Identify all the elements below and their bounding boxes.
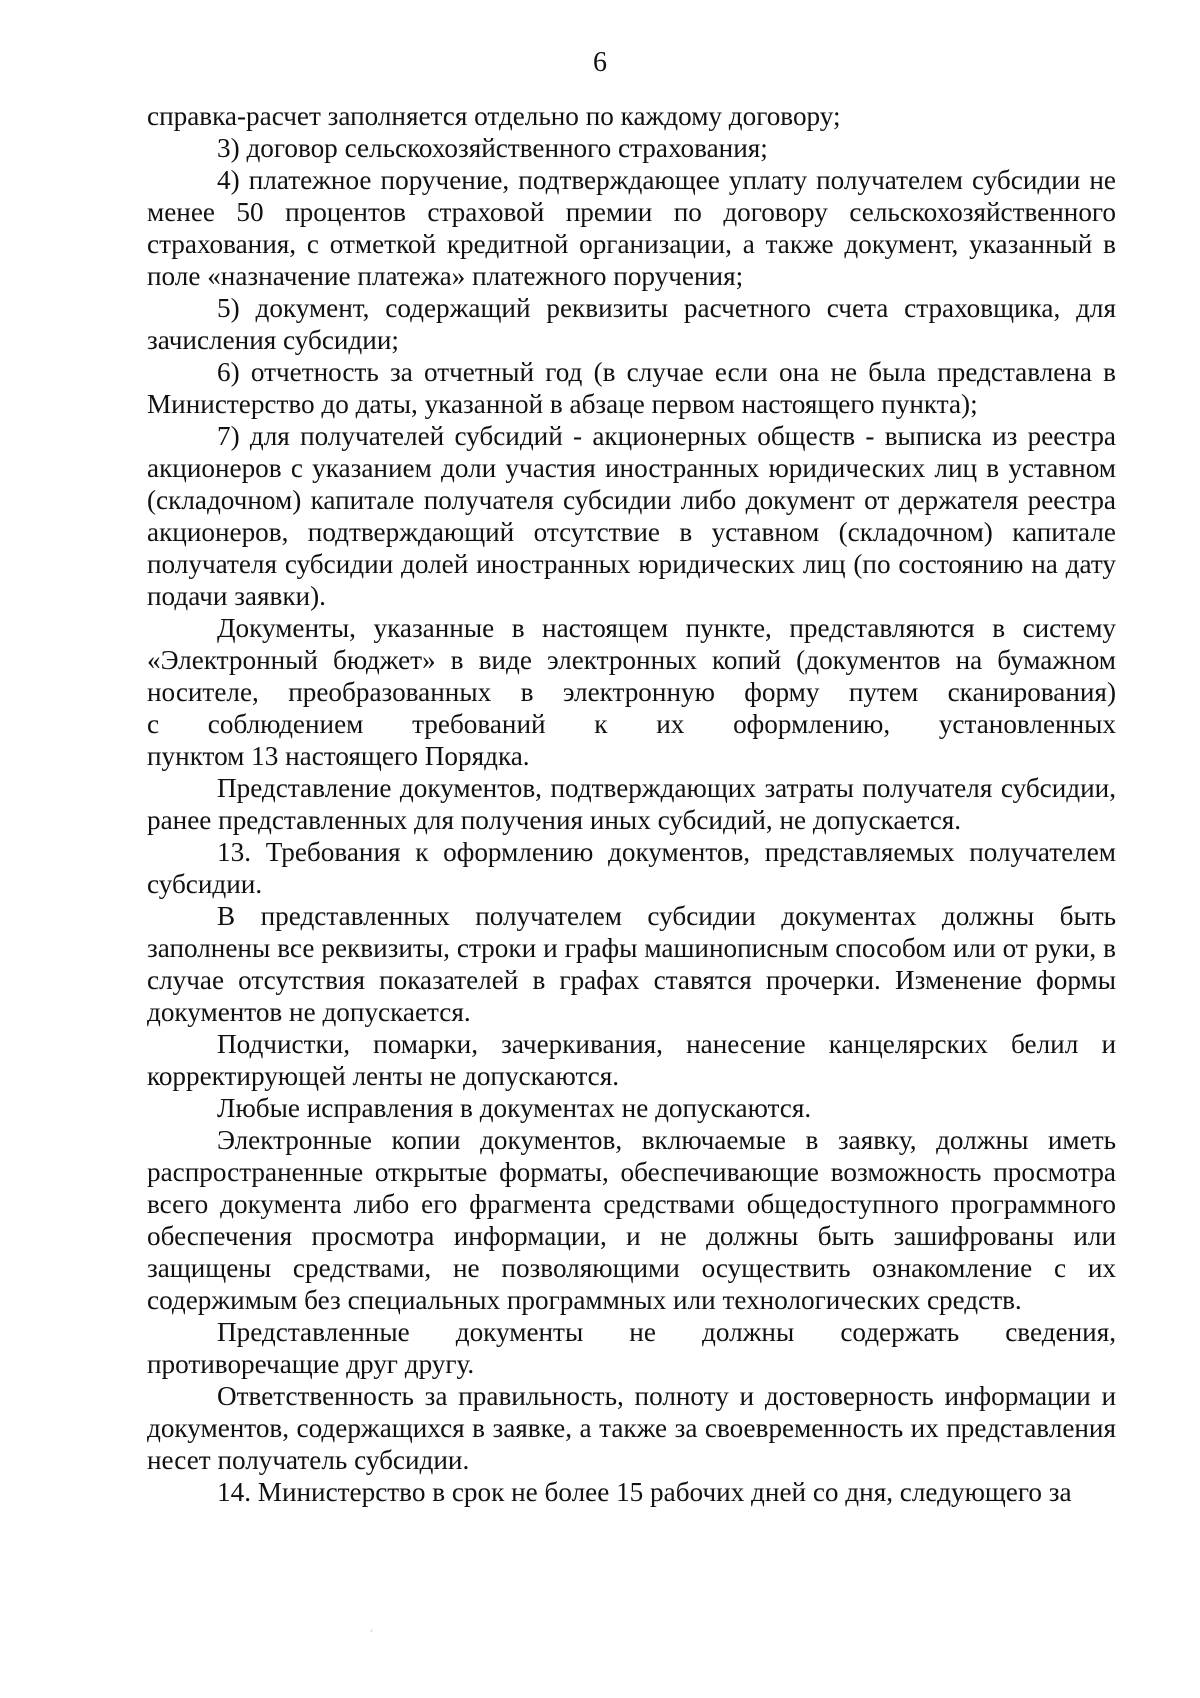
paragraph-no-erasures: Подчистки, помарки, зачеркивания, нанесение канцелярских белил и корректирующей ленты не допускаются.: [147, 1029, 1116, 1091]
list-item-4: 4) платежное поручение, подтверждающее уплату получателем субсидии не менее 50 процентов страховой премии по договору сельскохозяйственного страхования, с отметкой кредитной организации, а также документ, указанный в поле «назначение платежа» платежного поручения;: [147, 165, 1116, 291]
list-item-3: 3) договор сельскохозяйственного страхования;: [217, 133, 768, 163]
paragraph-electronic-budget-end: пунктом 13 настоящего Порядка.: [147, 741, 530, 771]
paragraph-electronic-budget-line: с соблюдением требований к их оформлению, установленных: [147, 709, 1116, 739]
section-14-start: 14. Министерство в срок не более 15 рабочих дней со дня, следующего за: [217, 1477, 1072, 1507]
paragraph-no-contradictions: Представленные документы не должны содержать сведения, противоречащие друг другу.: [147, 1317, 1116, 1379]
section-13-heading: 13. Требования к оформлению документов, представляемых получателем субсидии.: [147, 837, 1116, 899]
paragraph-continuation: справка-расчет заполняется отдельно по каждому договору;: [147, 101, 841, 131]
paragraph-responsibility: Ответственность за правильность, полноту и достоверность информации и документов, содержащихся в заявке, а также за своевременность их представления несет получатель субсидии.: [147, 1381, 1116, 1475]
paragraph-electronic-budget: Документы, указанные в настоящем пункте, представляются в систему «Электронный бюджет» в виде электронных копий (документов на бумажном носителе, преобразованных в электронную форму путем сканирования): [147, 613, 1116, 707]
paragraph-electronic-copies: Электронные копии документов, включаемые в заявку, должны иметь распространенные открытые форматы, обеспечивающие возможность просмотра всего документа либо его фрагмента средствами общедоступного программного обеспечения просмотра информации, и не должны быть зашифрованы или защищены средствами, не позволяющими осуществить ознакомление с их содержимым без специальных программных или технологических средств.: [147, 1125, 1116, 1315]
scan-artifact-mark: ˏ: [368, 1618, 374, 1632]
paragraph-no-duplicates: Представление документов, подтверждающих затраты получателя субсидии, ранее представленных для получения иных субсидий, не допускается.: [147, 773, 1116, 835]
paragraph-no-corrections: Любые исправления в документах не допускаются.: [217, 1093, 812, 1123]
list-item-6: 6) отчетность за отчетный год (в случае если она не была представлена в Министерство до даты, указанной в абзаце первом настоящего пункта);: [147, 357, 1116, 419]
document-body: [147, 100, 1116, 1508]
paragraph-requisites: В представленных получателем субсидии документах должны быть заполнены все реквизиты, строки и графы машинописным способом или от руки, в случае отсутствия показателей в графах ставятся прочерки. Изменение формы документов не допускается.: [147, 901, 1116, 1027]
page-number: 6: [593, 47, 607, 78]
list-item-7: 7) для получателей субсидий - акционерных обществ - выписка из реестра акционеров с указанием доли участия иностранных юридических лиц в уставном (складочном) капитале получателя субсидии либо документ от держателя реестра акционеров, подтверждающий отсутствие в уставном (складочном) капитале получателя субсидии долей иностранных юридических лиц (по состоянию на дату подачи заявки).: [147, 421, 1116, 611]
list-item-5: 5) документ, содержащий реквизиты расчетного счета страховщика, для зачисления субсидии;: [147, 293, 1116, 355]
